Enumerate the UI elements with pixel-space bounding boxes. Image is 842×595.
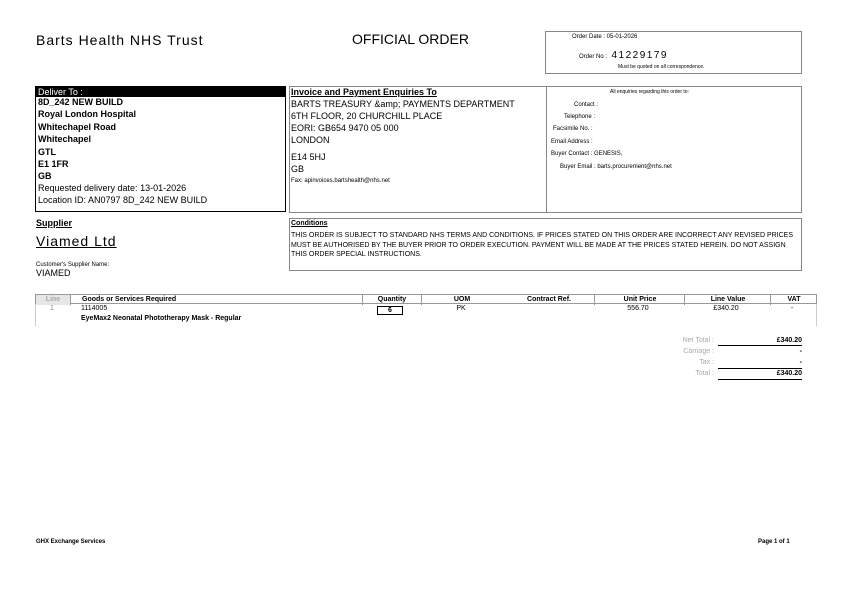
header-line: Line [36, 295, 71, 305]
buyer-contact: Buyer Contact : GENESIS, [551, 151, 623, 157]
enquiries-divider [546, 87, 547, 212]
total-underline [718, 379, 802, 380]
header-unit-price: Unit Price [594, 295, 685, 305]
row-quantity: 6 [377, 306, 403, 315]
trust-name: Barts Health NHS Trust [36, 32, 204, 48]
header-vat: VAT [770, 295, 817, 305]
tax-label: Tax : [699, 359, 714, 366]
deliver-line-4: Whitechapel [38, 134, 92, 144]
contact-label: Contact : [574, 102, 599, 108]
facsimile-label: Facsimile No. : [553, 126, 593, 132]
email-label: Email Address : [551, 139, 593, 145]
net-total-label: Net Total : [682, 337, 714, 344]
header-uom: UOM [453, 296, 471, 303]
document-title: OFFICIAL ORDER [352, 31, 469, 47]
row-uom: PK [456, 305, 466, 312]
location-id: Location ID: AN0797 8D_242 NEW BUILD [38, 195, 208, 205]
enquiries-title: All enquiries regarding this order to: [610, 89, 689, 95]
table-row [35, 304, 817, 326]
deliver-to-title: Deliver To : [36, 87, 285, 97]
deliver-line-2: Royal London Hospital [38, 109, 136, 119]
header-goods: Goods or Services Required [82, 296, 177, 303]
order-date: Order Date : 05-01-2026 [572, 34, 638, 40]
footer-page-number: Page 1 of 1 [758, 539, 790, 545]
items-table [35, 294, 817, 334]
total-label: Total : [695, 370, 714, 377]
header-contract: Contract Ref. [527, 296, 571, 303]
header-quantity: Quantity [362, 295, 422, 305]
net-total-value: £340.20 [776, 337, 802, 344]
order-info-box [545, 31, 802, 74]
row-unit-price: 556.70 [627, 305, 649, 312]
invoice-title: Invoice and Payment Enquiries To [291, 87, 437, 97]
deliver-line-3: Whitechapel Road [38, 122, 117, 132]
conditions-title: Conditions [291, 220, 328, 227]
supplier-title: Supplier [36, 218, 73, 228]
invoice-fax: Fax: apinvoices.bartshealth@nhs.net [291, 178, 390, 184]
deliver-line-6: E1 1FR [38, 159, 69, 169]
row-line-number: 1 [50, 305, 54, 312]
customer-supplier-name: VIAMED [36, 268, 71, 278]
invoice-line-3: EORI: GB654 9470 05 000 [291, 123, 399, 133]
invoice-line-5: E14 5HJ [291, 152, 326, 162]
carriage-label: Carriage : [683, 348, 714, 355]
row-item-code: 1114005 [81, 305, 108, 312]
row-line-value: £340.20 [713, 305, 739, 312]
carriage-value: - [799, 348, 802, 355]
deliver-line-7: GB [38, 171, 52, 181]
customer-supplier-name-label: Customer's Supplier Name: [36, 262, 110, 268]
conditions-text: THIS ORDER IS SUBJECT TO STANDARD NHS TERMS AND CONDITIONS. IF PRICES STATED ON THIS ORDER ARE INCORRECT ANY REVISED PRICES MUST BE AUTHORISED BY THE BUYER PRIOR TO ORDER EXECUTION. PAYMENT WILL BE MADE AT THE PRICES STATED HEREIN. DO NOT ASSIGN THIS ORDER SPECIAL INSTRUCTIONS. [291, 232, 794, 258]
requested-delivery-date: Requested delivery date: 13-01-2026 [38, 183, 187, 193]
invoice-line-1: BARTS TREASURY &amp; PAYMENTS DEPARTMENT [291, 99, 515, 109]
conditions-box [289, 218, 802, 271]
total-value: £340.20 [776, 370, 802, 377]
invoice-line-6: GB [291, 164, 305, 174]
quote-note: Must be quoted on all correspondence. [618, 64, 705, 70]
tax-underline [718, 368, 802, 369]
order-number-value: 41229179 [611, 50, 668, 61]
deliver-to-box [35, 86, 286, 212]
invoice-line-4: LONDON [291, 135, 330, 145]
deliver-line-5: GTL [38, 147, 56, 157]
order-number [579, 45, 668, 63]
table-divider-left [35, 304, 36, 326]
order-number-label: Order No : [579, 54, 608, 60]
invoice-box [289, 86, 802, 213]
buyer-email: Buyer Email : barts.procurement@nhs.net [560, 164, 672, 170]
table-divider-right [816, 304, 817, 326]
supplier-name: Viamed Ltd [36, 233, 117, 249]
row-vat: - [790, 305, 794, 312]
header-line-value: Line Value [684, 295, 771, 305]
deliver-line-1: 8D_242 NEW BUILD [38, 97, 124, 107]
table-header-row [35, 294, 817, 304]
invoice-line-2: 6TH FLOOR, 20 CHURCHILL PLACE [291, 111, 443, 121]
telephone-label: Telephone : [564, 114, 596, 120]
footer-provider: GHX Exchange Services [36, 539, 106, 545]
net-total-underline [718, 345, 802, 346]
tax-value: - [799, 359, 802, 366]
row-description: EyeMax2 Neonatal Phototherapy Mask - Regular [81, 315, 242, 322]
